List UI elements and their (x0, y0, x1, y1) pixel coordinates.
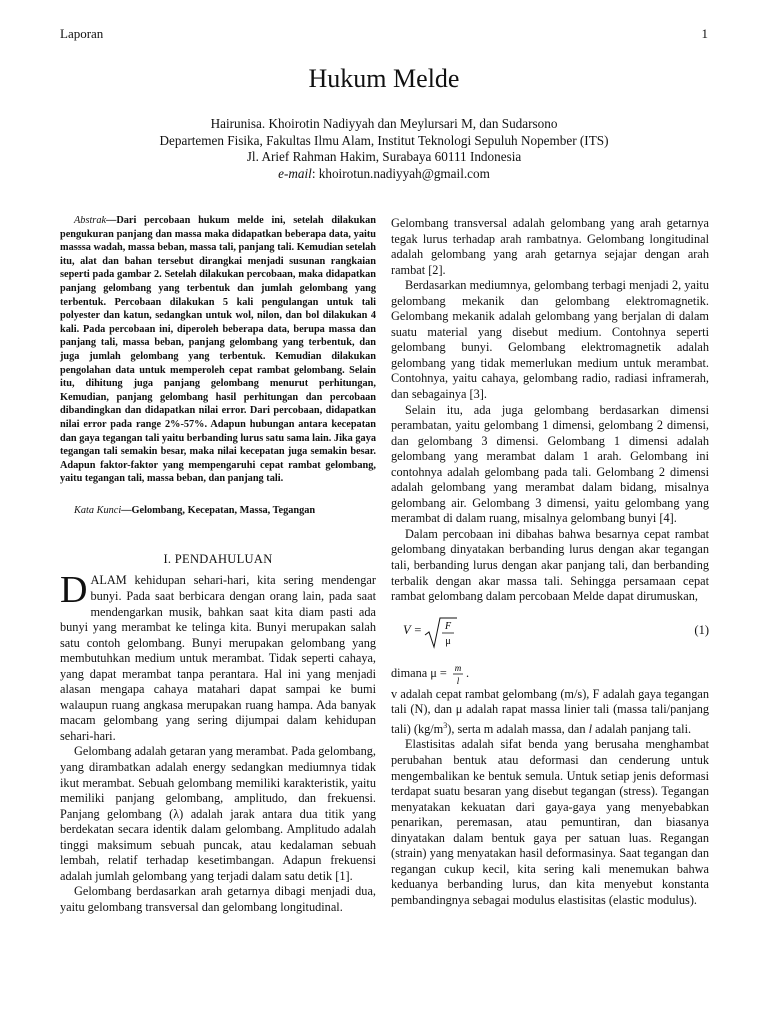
equation-denominator: μ (445, 635, 451, 647)
keywords-text: —Gelombang, Kecepatan, Massa, Tegangan (121, 504, 316, 516)
equation-number: (1) (694, 622, 709, 637)
equation-lhs: V = (403, 622, 422, 637)
abstract (60, 214, 376, 486)
running-header: Laporan (60, 26, 104, 41)
right-paragraph-3: Selain itu, ada juga gelombang berdasarkan dimensi perambatan, yaitu gelombang 1 dimensi, gelombang 2 dimensi, dan gelombang 3 dimensi. Gelombang 1 dimensi adalah gelombang yang merambat dalam 1 arah. Gelombang ini contohnya adalah gelombang pada tali. Gelombang 2 dimensi adalah gelombang yang merambat dalam bidang, misalnya gelombang air. Gelombang 3 dimensi, yaitu gelombang yang merambat di dalam ruang, misalnya gelombang bunyi [4]. (391, 402, 709, 526)
keywords-label: Kata Kunci (74, 504, 122, 516)
right-paragraph-6: Elastisitas adalah sifat benda yang berusaha menghambat perubahan bentuk atau deformasi dan cenderung untuk mengembalikan ke bentuk semula. Untuk setiap jenis deformasi terdapat suatu besaran yang disebut tegangan (stress). Tegangan menyatakan kekuatan dari gaya-gaya yang menyebabkan penarikan, peremasan, atau pemuntiran, dan biasanya dinyatakan dalam bentuk gaya per satuan luas. Regangan (strain) yang menyatakan hasil deformasinya. Saat tegangan dan regangan cukup kecil, kita sering kali menemukan bahwa keduanya berbanding lurus, dan kita menyebut konstanta pembandingnya sebagai modulus elastisitas (elastic modulus). (391, 737, 709, 907)
variables-text: v adalah cepat rambat gelombang (m/s), F adalah gaya tegangan tali (N), dan μ adalah rapat massa linier tali (massa tali/panjang tali) (kg/m (391, 686, 709, 736)
keywords (60, 504, 376, 518)
variables-text-2: ), serta m adalah massa, dan (447, 721, 589, 736)
author-block (0, 116, 768, 182)
intro-paragraph-3: Gelombang berdasarkan arah getarnya dibagi menjadi dua, yaitu gelombang transversal dan gelombang longitudinal. (60, 884, 376, 914)
equation-numerator: F (444, 620, 452, 632)
right-paragraph-5 (391, 687, 709, 738)
dimana-line: dimana μ = m l . (391, 662, 470, 686)
author-department: Departemen Fisika, Fakultas Ilmu Alam, Institut Teknologi Sepuluh Nopember (ITS) (159, 132, 609, 148)
mu-fraction (450, 661, 466, 687)
abstract-label: Abstrak (74, 215, 107, 226)
email-label: e-mail (278, 165, 312, 181)
page-number: 1 (701, 26, 708, 41)
author-email[interactable]: : khoirotun.nadiyyah@gmail.com (311, 165, 490, 181)
right-paragraph-2: Berdasarkan mediumnya, gelombang terbagi menjadi 2, yaitu gelombang mekanik dan gelombang elektromagnetik. Gelombang mekanik adalah gelombang yang berjalan di dalam suatu material yang disebut medium. Contohnya seperti gelombang bunyi. Gelombang elektromagnetik adalah gelombang yang tidak memerlukan medium untuk merambat. Contohnya, yaitu cahaya, gelombang radio, radiasi inframerah, dan sebagainya [3]. (391, 278, 709, 402)
author-email-line (0, 166, 768, 183)
unit-superscript: 3 (443, 720, 448, 730)
radical-sign-icon (425, 618, 457, 647)
radical-fraction (423, 615, 463, 651)
length-symbol: l (588, 721, 593, 736)
author-names: Hairunisa. Khoirotin Nadiyyah dan Meylursari M, dan Sudarsono (210, 116, 558, 131)
paper-title: Hukum Melde (308, 64, 460, 93)
right-paragraph-1: Gelombang transversal adalah gelombang yang arah getarnya tegak lurus terhadap arah rambatnya. Gelombang longitudinal adalah gelombang yang arah getarnya sejajar dengan arah rambat [2]. (391, 216, 709, 277)
variables-text-3: adalah panjang tali. (592, 721, 692, 736)
right-column (391, 216, 709, 908)
section-heading: I. PENDAHULUAN (163, 552, 273, 567)
left-column (60, 214, 376, 916)
right-paragraph-4: Dalam percobaan ini dibahas bahwa besarnya cepat rambat gelombang dinyatakan berbanding lurus dengan akar tegangan tali, berbanding lurus dengan akar panjang tali, dan berbanding terbalik dengan akar massa tali. Sehingga persamaan cepat rambat gelombang dalam percobaan Melde dapat dirumuskan, (391, 526, 709, 604)
intro-paragraph-1-text: ALAM kehidupan sehari-hari, kita sering mendengar bunyi. Pada saat berbicara dengan orang lain, pada saat mendengarkan musik, bahkan saat kita diam pasti ada bunyi yang merambat ke telinga kita. Bunyi merupakan salah satu contoh gelombang. Bunyi merupakan gelombang yang membutuhkan medium untuk merambat. Tidak seperti cahaya, yang dapat merambat tanpa perantara. Hal ini yang menjadi alasan mengapa cahaya matahari dapat sampai ke bumi walaupun ruang angkasa merupakan ruang hampa. Ada banyak macam gelombang yang sering dijumpai dalam kehidupan sehari-hari. (60, 573, 376, 743)
drop-cap: D (60, 569, 88, 612)
equation-1 (391, 613, 709, 657)
mu-denominator: l (456, 675, 460, 686)
abstract-text: —Dari percobaan hukum melde ini, setelah dilakukan pengukuran panjang dan massa maka didapatkan beberapa data, yaitu masssa wadah, massa beban, massa tali, panjang tali. Kemudian setelah itu, alat dan bahan tersebut dirangkai menjadi susunan rangkaian seperti pada gambar 2. Setelah dilakukan percobaan, maka didapatkan panjang gelombang yang terbentuk dan jumlah gelombang yang terbentuk. Percobaan dilakukan 5 kali pengulangan untuk tali polyester dan katun, sedangkan untuk wol, nilon, dan bol dilakukan 4 kali. Pada percobaan ini, diperoleh beberapa data, berupa massa dan panjang tali, massa beban, panjang gelombang yang terbentuk, dan juga jumlah gelombang yang terbentuk. Kemudian dilakukan pengolahan data untuk memperoleh cepat rambat gelombang. Selain itu, dihitung juga panjang gelombang menurut perhitungan, Kemudian, panjang gelombang hasil perhitungan dan percobaan dibandingkan dan didapatkan nilai error. Dari percobaan, didapatkan nilai error pada range 2%-57%. Adapun hubungan antara kecepatan dan gaya tegangan tali yaitu berbanding lurus satu sama lain. Jika gaya tegangan tali semakin besar, maka nilai kecepatan juga semakin besar. Adapun faktor-faktor yang mempengaruhi cepat rambat gelombang, yaitu tegangan tali, massa beban, dan panjang tali. (60, 215, 376, 485)
intro-paragraph-1 (60, 569, 376, 744)
intro-paragraph-2: Gelombang adalah getaran yang merambat. Pada gelombang, yang dirambatkan adalah energy sedangkan mediumnya tidak ikut merambat. Sebuah gelombang memiliki karakteristik, yaitu memiliki panjang gelombang, amplitudo, dan frekuensi. Panjang gelombang (λ) adalah jarak antara dua titik yang berdekatan secara identik dalam gelombang. Amplitudo adalah tinggi maksimum sebuah puncak, atau kedalaman sebuah lembah, relatif terhadap kesetimbangan. Adapun frekuensi adalah jumlah gelombang yang terjadi dalam satu detik [1]. (60, 744, 376, 883)
author-address: Jl. Arief Rahman Hakim, Surabaya 60111 Indonesia (246, 149, 522, 164)
dimana-label: dimana μ = (391, 665, 450, 680)
mu-numerator: m (454, 662, 462, 673)
